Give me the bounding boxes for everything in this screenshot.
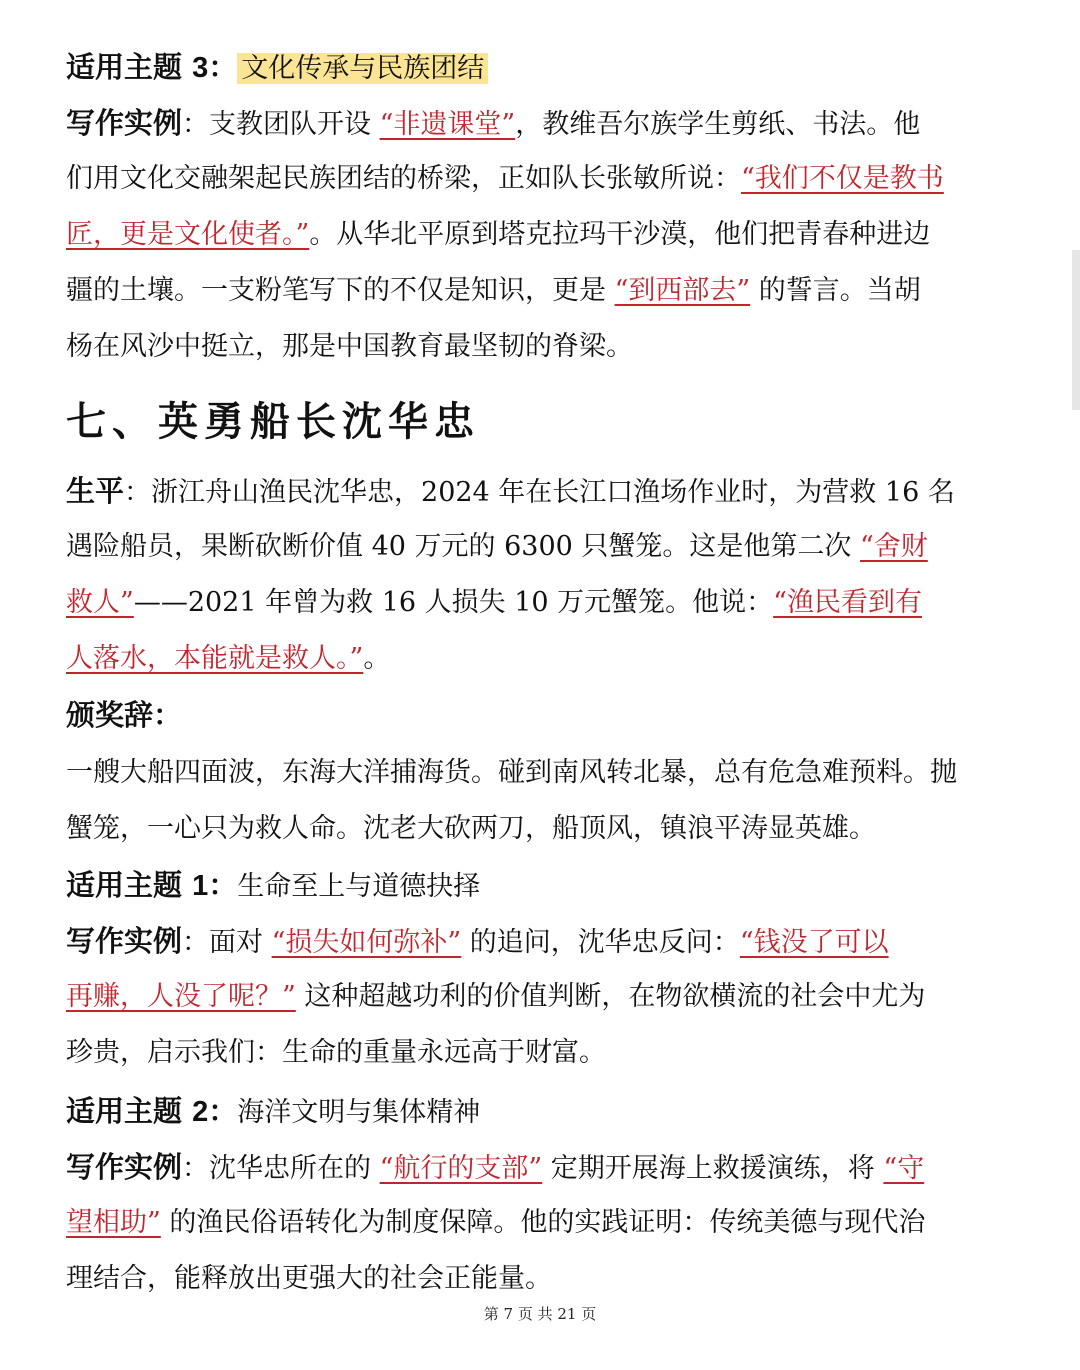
quote: “守	[883, 1153, 925, 1184]
example-paragraph-line	[66, 218, 930, 252]
award-line: 一艘大船四面波，东海大洋捕海货。碰到南风转北暴，总有危急难预料。抛	[66, 757, 957, 788]
example-paragraph-line	[66, 980, 925, 1014]
example-paragraph-line	[66, 274, 921, 308]
bio-label: 生平	[66, 474, 125, 508]
quote: “损失如何弥补”	[271, 927, 462, 958]
example-label: 写作实例	[66, 106, 183, 140]
text-run: 疆的土壤。一支粉笔写下的不仅是知识，更是	[66, 275, 615, 306]
text-run: 这种超越功利的价值判断，在物欲横流的社会中尤为	[295, 981, 926, 1012]
scrollbar-thumb[interactable]	[1072, 250, 1080, 410]
text-run: 的追问，沈华忠反问：	[461, 927, 740, 958]
example-label: 写作实例	[66, 924, 183, 958]
example-paragraph-line	[66, 162, 944, 196]
text-run: 遇险船员，果断砍断价值 40 万元的 6300 只蟹笼。这是他第二次	[66, 531, 860, 562]
quote: “舍财	[859, 531, 928, 562]
theme-colon: ：	[208, 868, 238, 902]
theme-number: 1	[192, 870, 209, 902]
example-paragraph-line: 理结合，能释放出更强大的社会正能量。	[66, 1263, 552, 1294]
bio-line	[66, 474, 955, 510]
quote: “非遗课堂”	[379, 109, 516, 140]
bio-line	[66, 642, 390, 676]
text-run: ：支教团队开设	[182, 109, 380, 140]
quote: 人落水，本能就是救人。”	[66, 643, 364, 674]
award-line: 蟹笼，一心只为救人命。沈老大砍两刀，船顶风，镇浪平涛显英雄。	[66, 813, 876, 844]
theme-text: 生命至上与道德抉择	[237, 871, 481, 902]
text-run: 的誓言。当胡	[750, 275, 921, 306]
example-paragraph-line	[66, 330, 633, 364]
text-run: ：沈华忠所在的	[182, 1153, 380, 1184]
text-run: 。从华北平原到塔克拉玛干沙漠，他们把青春种进边	[309, 219, 931, 250]
theme-number: 3	[192, 52, 209, 84]
text-run: ——2021 年曾为救 16 人损失 10 万元蟹笼。他说：	[133, 587, 774, 618]
example-paragraph-line	[66, 106, 920, 142]
example-paragraph-line	[66, 1150, 924, 1186]
theme-heading-2	[66, 1094, 480, 1130]
quote: “钱没了可以	[739, 927, 889, 958]
theme-colon: ：	[208, 50, 238, 84]
theme-text: 海洋文明与集体精神	[237, 1097, 481, 1128]
quote: 匠，更是文化使者。”	[66, 219, 310, 250]
theme-label: 适用主题	[66, 1094, 193, 1128]
quote: “航行的支部”	[379, 1153, 543, 1184]
text-run: ，教维吾尔族学生剪纸、书法。他	[515, 109, 921, 140]
theme-label: 适用主题	[66, 50, 193, 84]
text-run: ：浙江舟山渔民沈华忠，2024 年在长江口渔场作业时，为营救 16 名	[124, 477, 955, 508]
theme-label: 适用主题	[66, 868, 193, 902]
example-paragraph-line: 珍贵，启示我们：生命的重量永远高于财富。	[66, 1037, 606, 1068]
example-label: 写作实例	[66, 1150, 183, 1184]
quote: 望相助”	[66, 1207, 161, 1238]
highlighted-theme-text: 文化传承与民族团结	[237, 53, 488, 84]
example-paragraph-line	[66, 924, 889, 960]
example-paragraph-line	[66, 1206, 925, 1240]
text-run: 们用文化交融架起民族团结的桥梁，正如队长张敏所说：	[66, 163, 741, 194]
quote: 救人”	[66, 587, 134, 618]
text-run: 定期开展海上救援演练，将	[542, 1153, 884, 1184]
award-heading	[66, 698, 182, 734]
text-run: 的渔民俗语转化为制度保障。他的实践证明：传统美德与现代治	[160, 1207, 926, 1238]
section-heading: 七、英勇船长沈华忠	[66, 399, 480, 445]
theme-heading-1	[66, 868, 480, 904]
award-label: 颁奖辞：	[66, 698, 183, 732]
theme-heading-3	[66, 50, 488, 86]
theme-colon: ：	[208, 1094, 238, 1128]
bio-line	[66, 530, 928, 564]
quote: “我们不仅是教书	[741, 163, 944, 194]
page-footer: 第 7 页 共 21 页	[483, 1305, 597, 1323]
theme-number: 2	[192, 1096, 209, 1128]
quote: 再赚，人没了呢？”	[66, 981, 296, 1012]
text-run: 杨在风沙中挺立，那是中国教育最坚韧的脊梁。	[66, 331, 633, 362]
bio-line	[66, 586, 922, 620]
quote: “渔民看到有	[773, 587, 922, 618]
text-run: ：面对	[182, 927, 272, 958]
text-run: 。	[363, 643, 391, 674]
quote: “到西部去”	[614, 275, 751, 306]
